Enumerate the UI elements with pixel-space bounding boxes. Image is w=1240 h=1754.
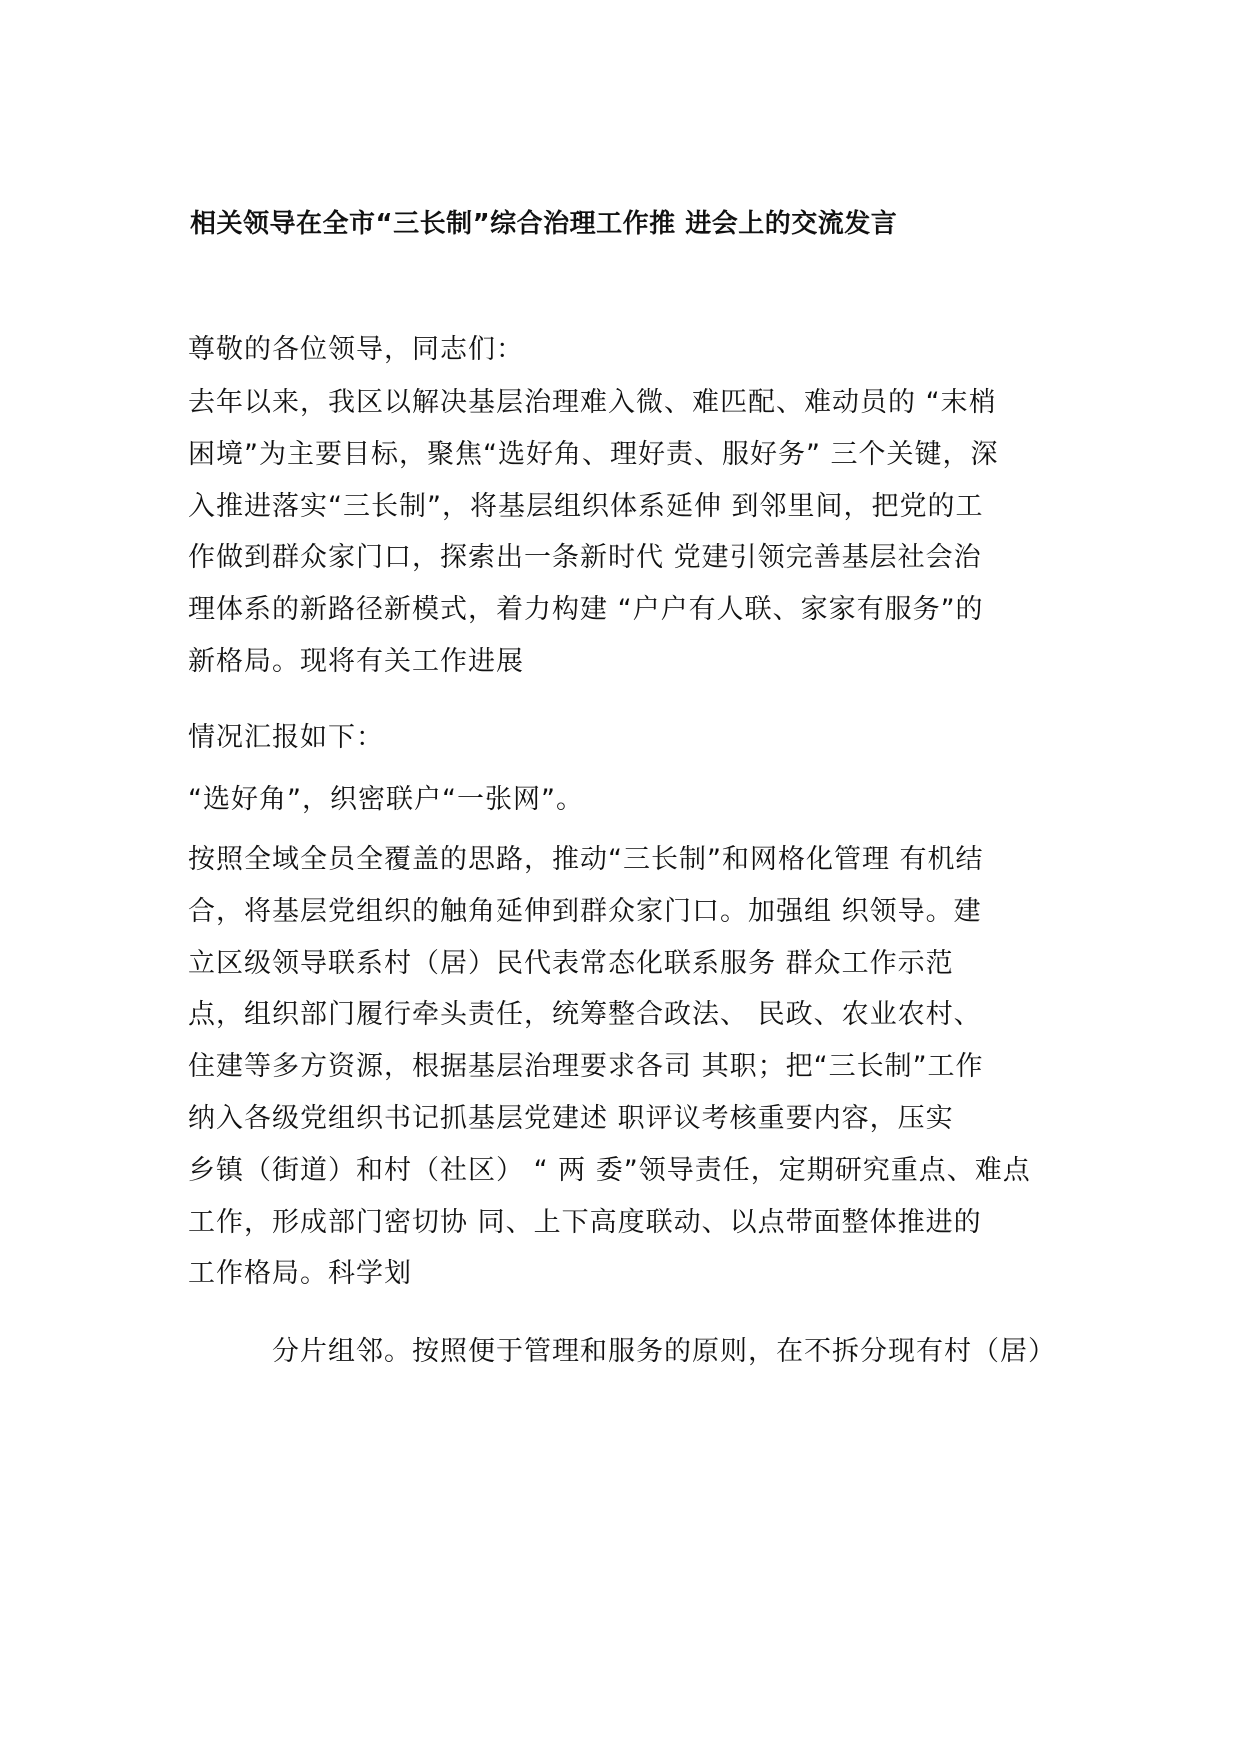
paragraph-line: 按照全域全员全覆盖的思路，推动“三长制”和网格化管理 有机结 <box>188 844 984 875</box>
paragraph-line: 点，组织部门履行牵头责任，统筹整合政法、 民政、农业农村、 <box>188 999 982 1030</box>
paragraph-line: 立区级领导联系村（居）民代表常态化联系服务 群众工作示范 <box>188 948 954 979</box>
paragraph-line: 工作，形成部门密切协 同、上下高度联动、以点带面整体推进的 <box>188 1207 982 1238</box>
section-heading: “选好角”，织密联户“一张网”。 <box>188 784 584 815</box>
paragraph-line: 住建等多方资源，根据基层治理要求各司 其职；把“三长制”工作 <box>188 1051 984 1082</box>
paragraph-line: 纳入各级党组织书记抓基层党建述 职评议考核重要内容，压实 <box>188 1103 954 1134</box>
paragraph-line: 入推进落实“三长制”，将基层组织体系延伸 到邻里间，把党的工 <box>188 491 984 522</box>
paragraph-line: 合，将基层党组织的触角延伸到群众家门口。加强组 织领导。建 <box>188 896 982 927</box>
paragraph-line: 分片组邻。按照便于管理和服务的原则，在不拆分现有村（居） <box>272 1336 1056 1367</box>
document-title: 相关领导在全市“三长制”综合治理工作推 进会上的交流发言 <box>190 209 898 239</box>
paragraph-line: 乡镇（街道）和村（社区） “ 两 委”领导责任，定期研究重点、难点 <box>188 1155 1031 1186</box>
greeting: 尊敬的各位领导，同志们： <box>188 334 524 365</box>
paragraph-line: 作做到群众家门口，探索出一条新时代 党建引领完善基层社会治 <box>188 542 982 573</box>
paragraph-line: 困境”为主要目标，聚焦“选好角、理好责、服好务” 三个关键，深 <box>188 439 999 470</box>
paragraph-line: 理体系的新路径新模式，着力构建 “户户有人联、家家有服务”的 <box>188 594 984 625</box>
paragraph-line: 工作格局。科学划 <box>188 1258 412 1289</box>
report-intro: 情况汇报如下： <box>188 722 384 753</box>
paragraph-line: 去年以来，我区以解决基层治理难入微、难匹配、难动员的 “末梢 <box>188 387 997 418</box>
paragraph-line: 新格局。现将有关工作进展 <box>188 646 524 677</box>
